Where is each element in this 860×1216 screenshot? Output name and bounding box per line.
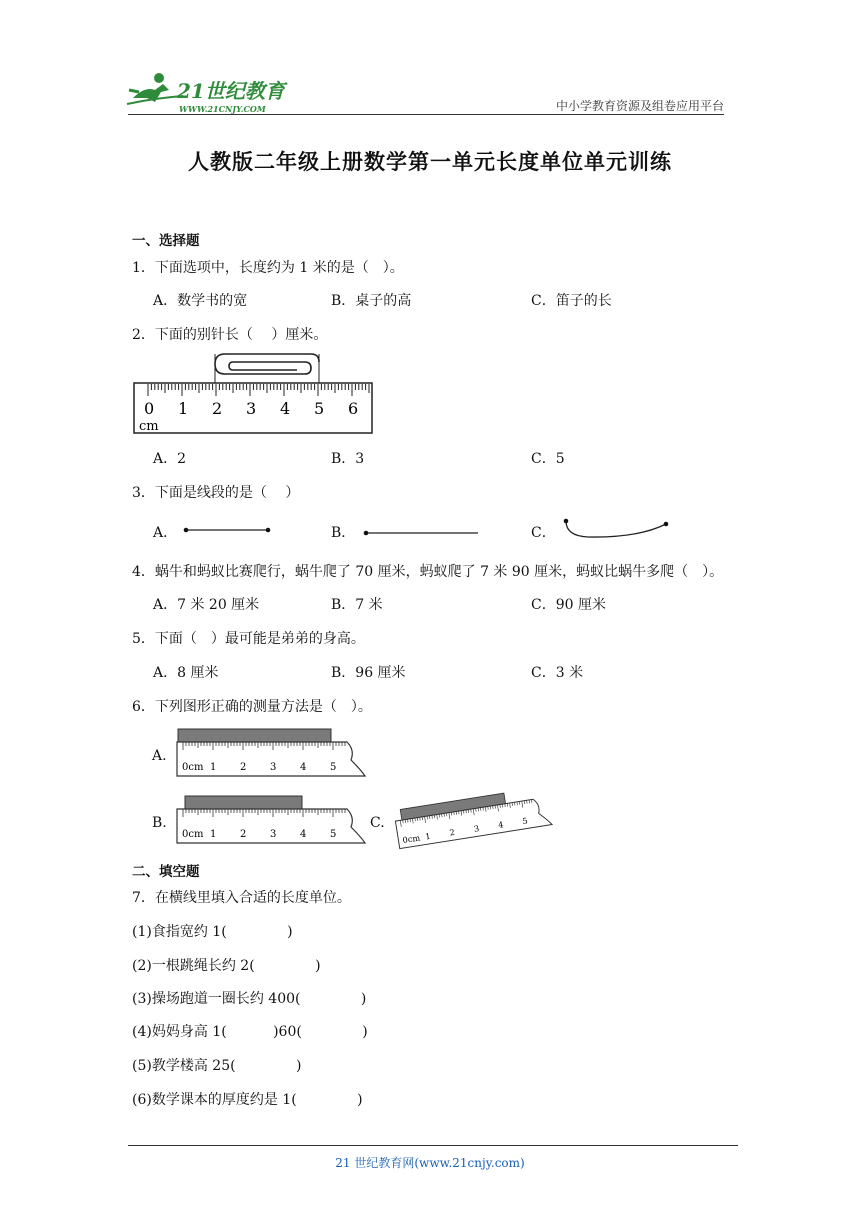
logo-text: 21世纪教育 xyxy=(177,79,285,103)
footer-link[interactable]: 21 世纪教育网(www.21cnjy.com) xyxy=(335,1156,525,1170)
q3-option-a[interactable]: A． xyxy=(153,525,178,541)
q7-item-3[interactable]: (3)操场跑道一圈长约 400( ) xyxy=(132,991,367,1007)
logo-url: WWW.21CNJY.COM xyxy=(179,104,266,114)
ruler-label: 3 xyxy=(246,399,257,418)
q3-option-b[interactable]: B． xyxy=(331,525,356,541)
q3-option-c[interactable]: C． xyxy=(531,525,556,541)
ray-figure xyxy=(360,522,485,546)
ruler-label: 2 xyxy=(240,762,247,773)
ruler-label: 5 xyxy=(330,762,337,773)
section-heading-choice: 一、选择题 xyxy=(132,233,200,249)
ruler-figure-c xyxy=(392,788,562,854)
measured-object xyxy=(178,729,331,742)
ruler-label: 6 xyxy=(348,399,359,418)
ruler-label: 0cm xyxy=(401,832,421,846)
paperclip-icon xyxy=(215,354,319,374)
ruler-label: 4 xyxy=(300,829,307,840)
q7-item-5[interactable]: (5)教学楼高 25( ) xyxy=(132,1058,302,1074)
ruler-label: 1 xyxy=(424,830,432,842)
ruler-label: 1 xyxy=(178,399,189,418)
ruler-label: 4 xyxy=(280,399,291,418)
ruler-label: 4 xyxy=(497,819,505,830)
q6-option-b[interactable]: B. xyxy=(152,815,167,831)
paperclip-ruler-figure xyxy=(133,350,375,434)
header-platform-text: 中小学教育资源及组卷应用平台 xyxy=(555,99,724,113)
ruler-figure-a xyxy=(175,728,375,786)
ruler-label: 1 xyxy=(210,762,217,773)
ruler-figure-b xyxy=(175,795,375,853)
q5-option-a[interactable]: A．8 厘米 xyxy=(153,665,219,681)
q6-option-c[interactable]: C. xyxy=(370,815,385,831)
ruler-label: 0cm xyxy=(182,762,204,773)
ruler-unit-label: cm xyxy=(139,419,159,434)
ruler-label: 3 xyxy=(473,823,480,834)
q2-option-c[interactable]: C．5 xyxy=(531,451,565,467)
q7-item-1[interactable]: (1)食指宽约 1( ) xyxy=(132,924,293,940)
q4-option-a[interactable]: A．7 米 20 厘米 xyxy=(153,597,260,613)
q5-option-b[interactable]: B．96 厘米 xyxy=(331,665,406,681)
ruler-label: 5 xyxy=(521,815,529,827)
q6-option-a[interactable]: A. xyxy=(152,748,167,764)
q5-option-c[interactable]: C．3 米 xyxy=(531,665,584,681)
line-segment-figure xyxy=(180,520,280,544)
q1-option-c[interactable]: C．笛子的长 xyxy=(531,293,612,309)
ruler-label: 1 xyxy=(210,829,217,840)
ruler-label: 4 xyxy=(300,762,307,773)
curve-figure xyxy=(558,514,678,548)
ruler-label: 3 xyxy=(270,829,277,840)
q7-item-4[interactable]: (4)妈妈身高 1( )60( ) xyxy=(132,1024,368,1040)
q4-option-b[interactable]: B．7 米 xyxy=(331,597,383,613)
question-6-stem: 6．下列图形正确的测量方法是（ ）。 xyxy=(132,699,372,715)
site-logo[interactable] xyxy=(125,68,300,116)
q1-option-b[interactable]: B．桌子的高 xyxy=(331,293,412,309)
q7-item-6[interactable]: (6)数学课本的厚度约是 1( ) xyxy=(132,1092,363,1108)
ruler-label: 5 xyxy=(330,829,337,840)
q4-option-c[interactable]: C．90 厘米 xyxy=(531,597,606,613)
q1-option-a[interactable]: A．数学书的宽 xyxy=(153,293,248,309)
question-3-stem: 3．下面是线段的是（ ） xyxy=(132,485,300,501)
ruler-label: 2 xyxy=(448,826,456,838)
q7-item-2[interactable]: (2)一根跳绳长约 2( ) xyxy=(132,958,321,974)
page-title: 人教版二年级上册数学第一单元长度单位单元训练 xyxy=(188,149,672,174)
question-4-stem: 4．蜗牛和蚂蚁比赛爬行，蜗牛爬了 70 厘米，蚂蚁爬了 7 米 90 厘米，蚂蚁比蜗牛多爬（ ）。 xyxy=(132,564,724,580)
question-1-stem: 1．下面选项中，长度约为 1 米的是（ ）。 xyxy=(132,260,404,276)
question-2-stem: 2．下面的别针长（ ）厘米。 xyxy=(132,327,328,343)
ruler-label: 0 xyxy=(144,399,155,418)
header-divider xyxy=(128,114,724,115)
ruler-label: 0cm xyxy=(182,829,204,840)
section-heading-fill: 二、填空题 xyxy=(132,864,200,880)
q2-option-b[interactable]: B．3 xyxy=(331,451,365,467)
question-5-stem: 5．下面（ ）最可能是弟弟的身高。 xyxy=(132,631,365,647)
question-7-stem: 7．在横线里填入合适的长度单位。 xyxy=(132,890,351,906)
ruler-label: 2 xyxy=(240,829,247,840)
ruler-label: 2 xyxy=(212,399,223,418)
footer-divider xyxy=(128,1145,738,1146)
ruler-label: 5 xyxy=(314,399,325,418)
q2-option-a[interactable]: A．2 xyxy=(153,451,187,467)
runner-logo-icon xyxy=(127,73,183,104)
ruler-label: 3 xyxy=(270,762,277,773)
measured-object xyxy=(185,796,302,809)
